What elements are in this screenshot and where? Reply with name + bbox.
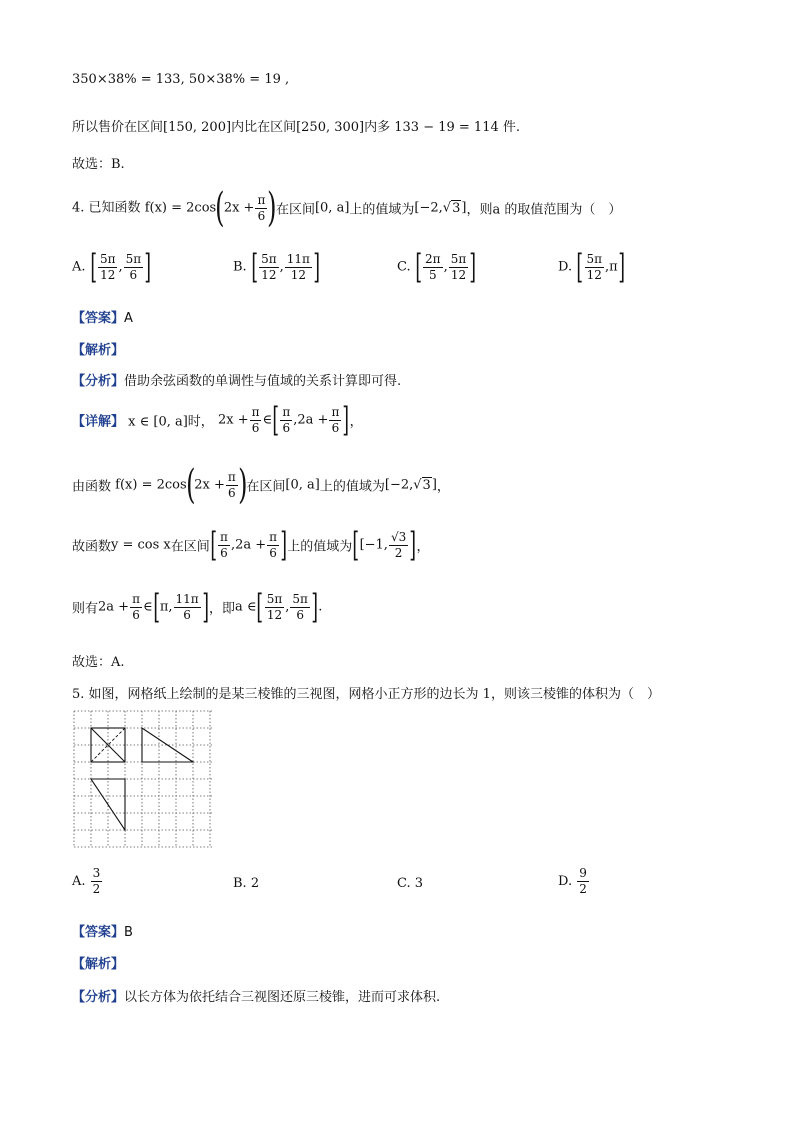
answer-value: A bbox=[124, 311, 133, 326]
conclusion-mid: 内比在区间 bbox=[231, 120, 297, 135]
conclusion-prefix: 所以售价在区间 bbox=[72, 120, 164, 135]
open-bracket: [ bbox=[89, 247, 97, 287]
q5-option-c[interactable] bbox=[397, 876, 423, 891]
interval-2: [250, 300] bbox=[296, 120, 365, 135]
q4-number: 4. bbox=[72, 200, 85, 216]
frac-1: $\frac{5\pi}{12}$ bbox=[99, 251, 116, 282]
option-value: 3 bbox=[414, 876, 424, 891]
sqrt-sign: √ bbox=[442, 200, 452, 216]
q4-interval: [0, a] bbox=[314, 200, 350, 216]
pi-value: π, bbox=[159, 599, 173, 615]
detail-3c: 在区间 bbox=[170, 539, 210, 555]
detail-4e: ，即 bbox=[208, 601, 235, 617]
detail-2b: 在区间 bbox=[246, 479, 286, 495]
q4-stem-mid1: 在区间 bbox=[275, 202, 315, 218]
fenxi-text: 以长方体为依托结合三视图还原三棱锥，进而可求体积. bbox=[124, 990, 441, 1005]
open-bracket: [ bbox=[251, 247, 258, 287]
pi-over-6: $\frac{\pi}{6}$ bbox=[251, 404, 260, 435]
option-label: C. bbox=[397, 876, 411, 891]
conclusion-line bbox=[72, 116, 520, 135]
function-expr: f(x) = 2cos bbox=[115, 477, 187, 493]
q4-stem bbox=[72, 185, 622, 231]
option-label: B. bbox=[233, 259, 247, 275]
close-paren: ) bbox=[267, 185, 277, 231]
prev-choice: 故选：B. bbox=[72, 157, 125, 172]
q4-detail-4: 则有2a + $\frac{\pi}{6}$ ∈[π, $\frac{11\pi}{6}$ ]，即a ∈[ $\frac{5\pi}{12}$ , $\frac{5\pi}{6}$ ]. bbox=[72, 587, 323, 627]
pi-over-6: $\frac{\pi}{6}$ bbox=[220, 529, 228, 560]
q4-stem-suffix: ，则a 的取值范围为（ ） bbox=[466, 202, 622, 218]
detail-1d: 2a + bbox=[297, 412, 329, 428]
pi-over-6: $\frac{\pi}{6}$ bbox=[132, 591, 140, 622]
q4-detail-2: 由函数 f(x) = 2cos(2x + $\frac{\pi}{6}$ )在区间[0, a]上的值域为[−2,√3]， bbox=[72, 462, 450, 508]
answer-tag: 【答案】 bbox=[72, 311, 125, 326]
detail-3d: 上的值域为 bbox=[287, 539, 353, 555]
q4-option-a[interactable]: A. [ $\frac{5\pi}{12}$ , $\frac{5\pi}{6}$ ] bbox=[72, 247, 152, 287]
calc-line: 350×38% = 133, 50×38% = 19 , bbox=[72, 72, 290, 87]
q4-range-b: 3 bbox=[452, 200, 461, 216]
option-label: B. bbox=[233, 876, 247, 891]
conclusion-suffix: 内多 133 − 19 = 114 件. bbox=[364, 120, 521, 135]
close-bracket: ] bbox=[144, 247, 152, 287]
q5-number: 5. bbox=[72, 687, 85, 702]
answer-value: B bbox=[124, 925, 133, 940]
side-view bbox=[142, 728, 193, 762]
fenxi-text: 借助余弦函数的单调性与值域的关系计算即可得. bbox=[124, 374, 402, 389]
5pi-over-12: $\frac{5\pi}{12}$ bbox=[266, 591, 283, 622]
q4-option-d[interactable]: D. [ $\frac{5\pi}{12}$ ,π] bbox=[558, 247, 625, 287]
q5-option-a[interactable] bbox=[72, 866, 103, 897]
grid-svg bbox=[72, 709, 214, 849]
detail-2c: 上的值域为 bbox=[319, 479, 385, 495]
close-bracket: ] bbox=[313, 247, 320, 287]
detail-tag: 【详解】 bbox=[72, 414, 125, 430]
q4-detail-1: 【详解】 x ∈ [0, a]时， 2x + $\frac{\pi}{6}$ ∈[ $\frac{\pi}{6}$ ,2a + $\frac{\pi}{6}$ ]， bbox=[72, 400, 363, 440]
option-label: A. bbox=[72, 259, 86, 275]
detail-3a: 故函数 bbox=[72, 539, 112, 555]
pi-over-6: $\frac{\pi}{6}$ bbox=[257, 192, 266, 223]
fenxi-tag: 【分析】 bbox=[72, 990, 125, 1005]
frac-1: $\frac{5\pi}{12}$ bbox=[261, 251, 277, 282]
answer-tag: 【答案】 bbox=[72, 925, 125, 940]
q4-option-c[interactable]: C. [ $\frac{2\pi}{5}$ , $\frac{5\pi}{12}$ ] bbox=[397, 247, 477, 287]
11pi-over-6: $\frac{11\pi}{6}$ bbox=[175, 591, 199, 622]
q4-stem-mid2: 上的值域为 bbox=[349, 202, 415, 218]
cos-function: y = cos x bbox=[111, 537, 171, 553]
interval-1: [150, 200] bbox=[163, 120, 232, 135]
pi-over-6: $\frac{\pi}{6}$ bbox=[269, 529, 278, 560]
detail-1a: x ∈ [0, a]时， bbox=[128, 414, 214, 430]
q5-option-b[interactable] bbox=[233, 876, 259, 891]
in-symbol: ∈ bbox=[262, 412, 273, 428]
q4-function: f(x) = 2cos bbox=[144, 200, 217, 216]
q4-answer bbox=[72, 307, 133, 326]
open-bracket: [ bbox=[272, 400, 280, 440]
option-label: A. bbox=[72, 874, 86, 889]
q4-arg: 2x + bbox=[223, 200, 255, 216]
q4-fenxi bbox=[72, 370, 401, 389]
close-bracket: ] bbox=[342, 400, 350, 440]
q5-answer bbox=[72, 921, 133, 940]
pi-value: π bbox=[609, 259, 618, 275]
open-bracket: [ bbox=[576, 247, 584, 287]
q5-option-d[interactable] bbox=[558, 866, 590, 897]
q4-choice: 故选：A. bbox=[72, 655, 125, 670]
q5-stem-text: 如图，网格纸上绘制的是某三棱锥的三视图，网格小正方形的边长为 1，则该三棱锥的体积为（ ） bbox=[88, 687, 660, 702]
frac-2: $\frac{11\pi}{12}$ bbox=[286, 251, 310, 282]
fenxi-tag: 【分析】 bbox=[72, 374, 125, 389]
sqrt3-over-2: $\frac{√3}{2}$ bbox=[390, 529, 407, 560]
detail-4a: 则有 bbox=[72, 601, 99, 617]
q5-fenxi bbox=[72, 986, 440, 1005]
q5-stem bbox=[72, 683, 660, 702]
q4-range-a: [−2, bbox=[414, 200, 443, 216]
option-label: D. bbox=[558, 259, 573, 275]
pi-over-6: $\frac{\pi}{6}$ bbox=[227, 469, 236, 500]
frac-2: $\frac{5\pi}{6}$ bbox=[125, 251, 142, 282]
detail-2a: 由函数 bbox=[72, 479, 112, 495]
option-value: 2 bbox=[250, 876, 260, 891]
option-label: D. bbox=[558, 874, 573, 889]
nine-halves: $\frac{9}{2}$ bbox=[579, 866, 587, 896]
pi-over-6: $\frac{\pi}{6}$ bbox=[331, 404, 340, 435]
frac-2: $\frac{5\pi}{12}$ bbox=[450, 251, 467, 282]
detail-1b: 2x + bbox=[217, 412, 249, 428]
frac-1: $\frac{2\pi}{5}$ bbox=[425, 251, 441, 282]
pi-over-6: $\frac{\pi}{6}$ bbox=[282, 404, 291, 435]
q4-analysis-heading: 【解析】 bbox=[72, 343, 125, 358]
open-bracket: [ bbox=[415, 247, 422, 287]
close-bracket: ] bbox=[618, 247, 625, 287]
three-view-figure bbox=[72, 709, 214, 849]
three-halves: $\frac{3}{2}$ bbox=[92, 866, 101, 896]
q4-range-c: ] bbox=[461, 200, 467, 216]
interval: [0, a] bbox=[285, 477, 320, 493]
top-view bbox=[91, 779, 125, 830]
open-paren: ( bbox=[215, 185, 225, 231]
neg-one: [−1, bbox=[359, 537, 388, 553]
5pi-over-6: $\frac{5\pi}{6}$ bbox=[292, 591, 308, 622]
q4-stem-prefix: 已知函数 bbox=[88, 200, 141, 216]
q5-analysis-heading: 【解析】 bbox=[72, 957, 125, 972]
frac-1: $\frac{5\pi}{12}$ bbox=[586, 251, 603, 282]
q4-detail-3: 故函数y = cos x在区间[ $\frac{\pi}{6}$ ,2a + $\frac{\pi}{6}$ ]上的值域为[[−1, $\frac{√3}{2}$ ]， bbox=[72, 525, 430, 565]
q4-option-b[interactable]: B. [ $\frac{5\pi}{12}$ , $\frac{11\pi}{12}$ ] bbox=[233, 247, 320, 287]
option-label: C. bbox=[397, 259, 411, 275]
close-bracket: ] bbox=[469, 247, 477, 287]
